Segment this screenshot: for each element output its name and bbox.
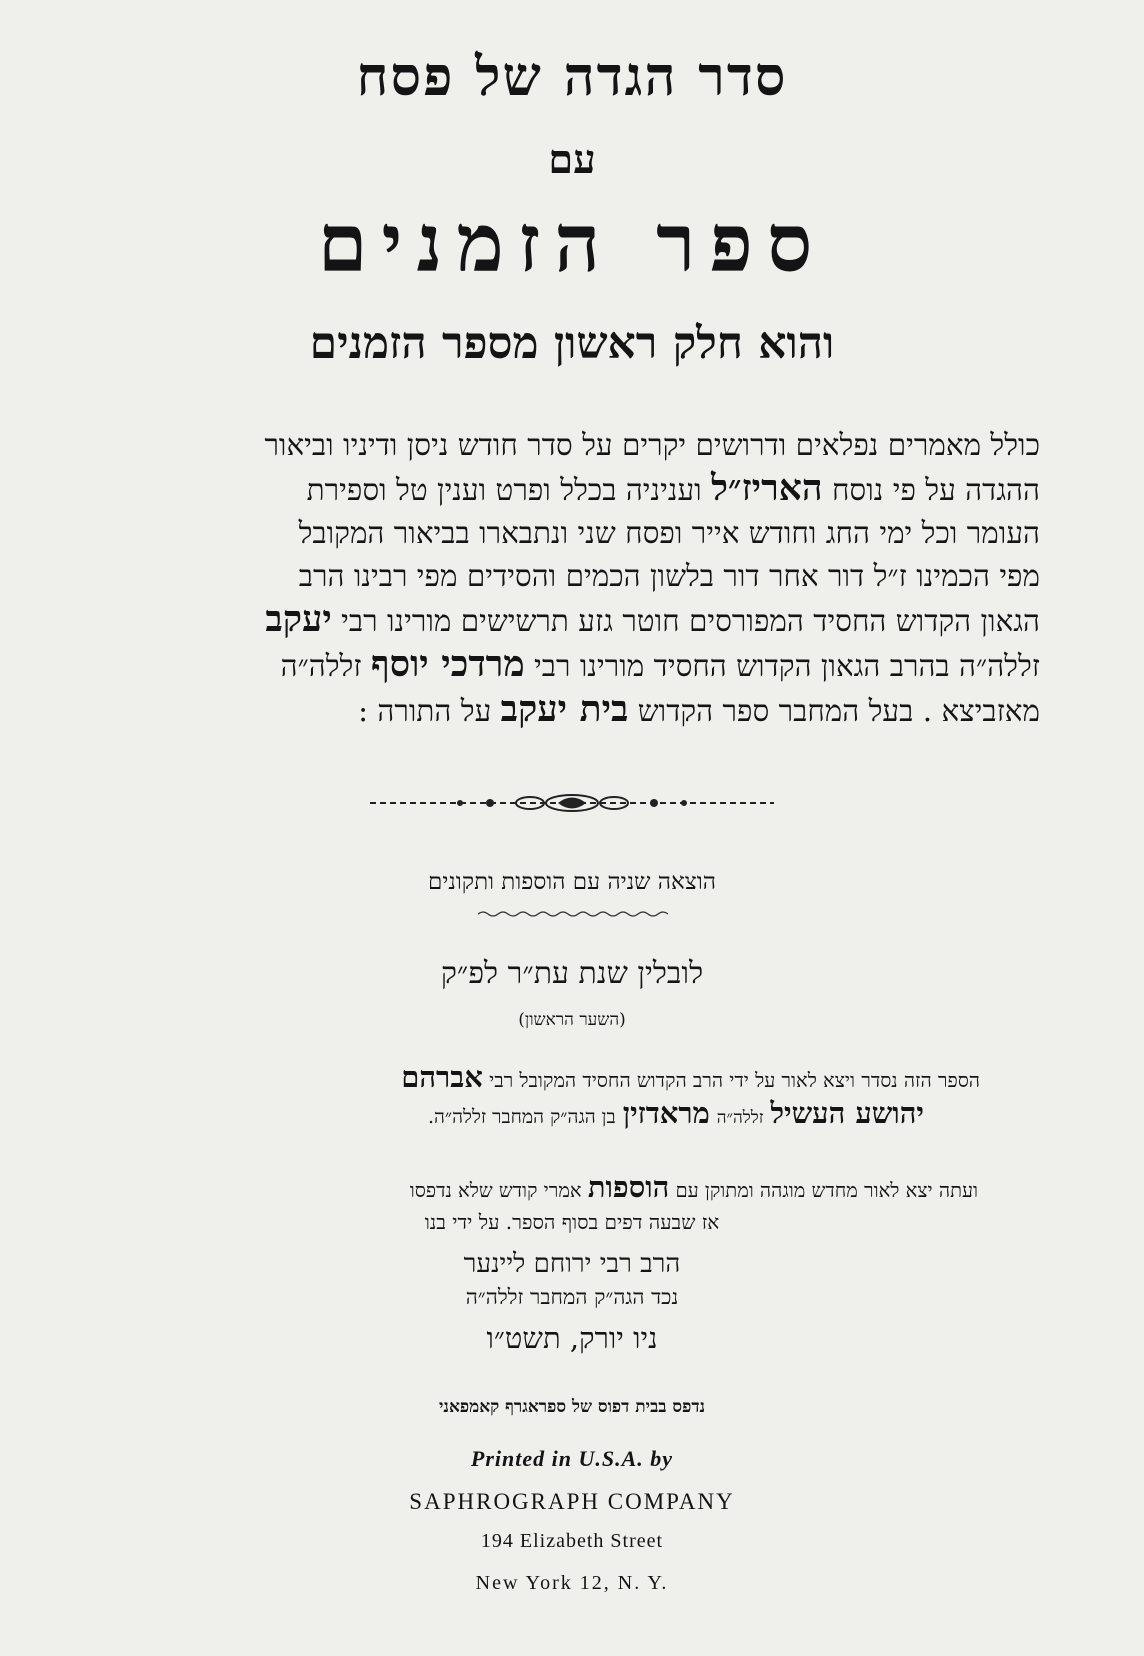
printer-company: SAPHROGRAPH COMPANY	[409, 1489, 735, 1514]
place-year: לובלין שנת עת״ר לפ״ק	[440, 956, 704, 991]
printer-hebrew: נדפס בבית דפוס של ספראגרף קאמפאני	[438, 1397, 706, 1417]
publisher-line-2: יהושע העשיל זללה״ה מראדזין בן הגה״ק המחבר זללה״ה.	[427, 1096, 924, 1130]
description-line: ההגדה על פי נוסח האריז״ל ועניניה בכלל ופרט וענין טל וספירת	[306, 467, 1040, 509]
beit-yaakov: בית יעקב	[500, 688, 629, 730]
editor-name: הרב רבי ירוחם ליינער	[463, 1249, 681, 1279]
first-gate: (השער הראשון)	[518, 1010, 626, 1030]
printer-city: New York 12, N. Y.	[475, 1572, 669, 1594]
description-line: הגאון הקדוש החסיד המפורסים חוטר גזע תרשישים מורינו רבי יעקב	[265, 598, 1040, 640]
new-edition-line-1: ועתה יצא לאור מחדש מוגהה ומתוקן עם הוספות אמרי קודש שלא נדפסו	[409, 1170, 978, 1204]
ornament-divider	[370, 792, 774, 814]
publisher-line-1: הספר הזה נסדר ויצא לאור על ידי הרב הקדוש החסיד המקובל רבי אברהם	[401, 1060, 980, 1094]
description-line: מאזביצא . בעל המחבר ספר הקדוש בית יעקב על התורה :	[358, 688, 1040, 730]
new-edition-line-2: אז שבעה דפים בסוף הספר. על ידי בנו	[424, 1210, 720, 1234]
editor-relation: נכד הגה״ק המחבר זללה״ה	[465, 1285, 679, 1309]
yehoshua-heshil-name: יהושע העשיל	[770, 1096, 924, 1130]
avraham-name: אברהם	[401, 1060, 483, 1094]
place-date-ny: ניו יורק, תשט״ו	[486, 1321, 658, 1355]
description-line: זללה״ה בהרב הגאון הקדוש החסיד מורינו רבי מרדכי יוסף זללה״ה	[280, 643, 1040, 685]
author-name-yaakov: יעקב	[265, 598, 332, 640]
description-line: מפי הכמינו ז״ל דור אחר דור בלשון הכמים והסידים מפי רבינו הרב	[298, 559, 1040, 593]
printed-in-usa: Printed in U.S.A. by	[470, 1446, 674, 1471]
wavy-rule	[478, 910, 668, 918]
radzin-name: מראדזין	[622, 1096, 710, 1130]
description-paragraph	[96, 424, 1040, 733]
ari-name: האריז״ל	[711, 467, 823, 509]
edition-note: הוצאה שניה עם הוספות ותקונים	[428, 869, 716, 895]
description-line: העומר וכל ימי החג וחודש אייר ופסח שני ונתבארו בביאור המקובל	[298, 516, 1040, 550]
printer-street: 194 Elizabeth Street	[480, 1530, 664, 1552]
father-name: מרדכי יוסף	[370, 643, 525, 685]
description-line: כולל מאמרים נפלאים ודרושים יקרים על סדר חודש ניסן ודיניו וביאור	[264, 428, 1040, 462]
subtitle: והוא חלק ראשון מספר הזמנים	[309, 318, 835, 369]
haggadah-title: סדר הגדה של פסח	[356, 44, 788, 108]
additions-word: הוספות	[587, 1170, 670, 1204]
title-with: עם	[548, 136, 596, 183]
book-title: ספר הזמנים	[317, 196, 827, 290]
